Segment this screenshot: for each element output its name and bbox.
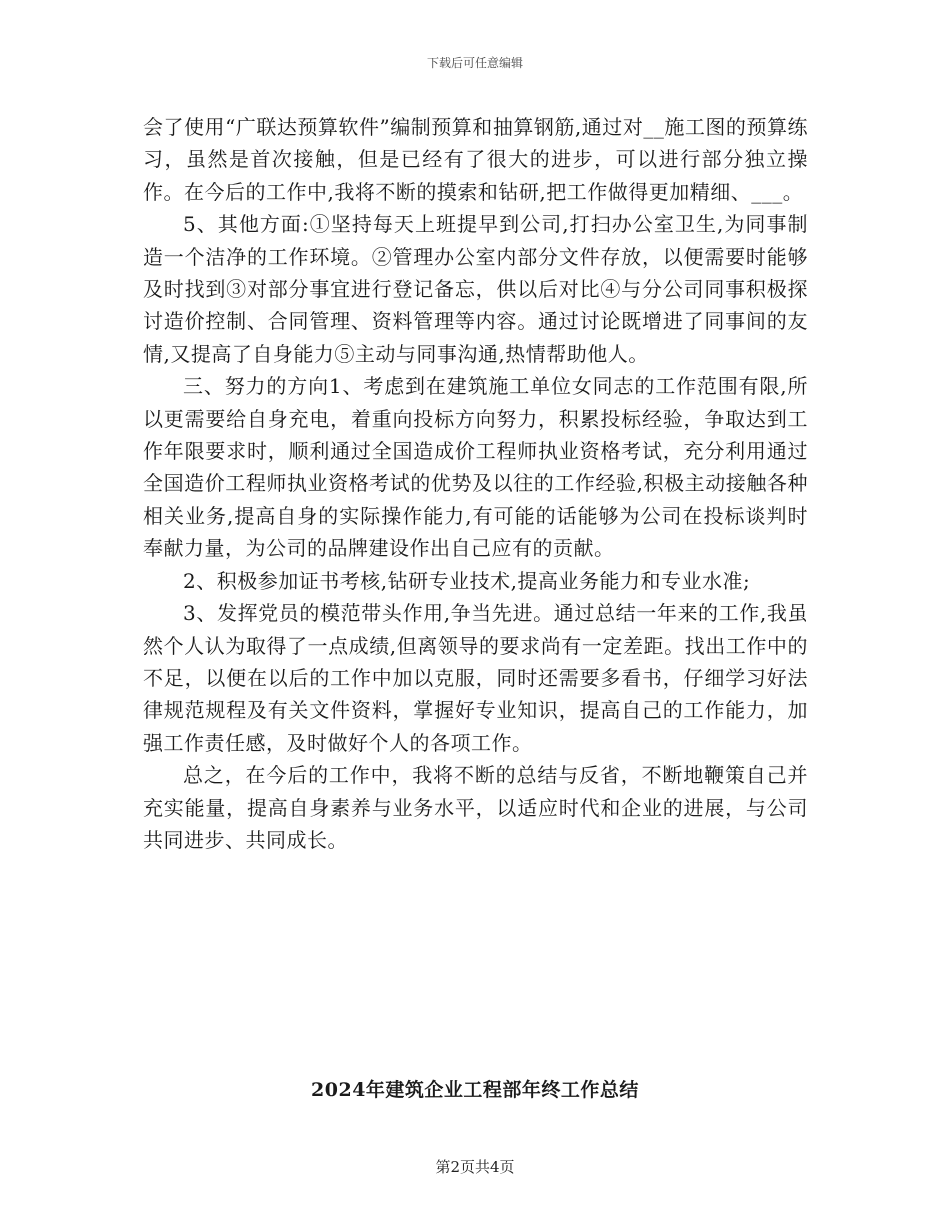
body-text (143, 111, 808, 856)
paragraph-direction-of-effort: 三、努力的方向1、考虑到在建筑施工单位女同志的工作范围有限,所以更需要给自身充电，着重向投标方向努力，积累投标经验，争取达到工作年限要求时，顺利通过全国造成价工程师执业资格考试，充分利用通过全国造价工程师执业资格考试的优势及以往的工作经验,积极主动接触各种相关业务,提高自身的实际操作能力,有可能的话能够为公司在投标谈判时奉献力量，为公司的品牌建设作出自己应有的贡献。 (143, 374, 808, 561)
paragraph-conclusion: 总之，在今后的工作中，我将不断的总结与反省，不断地鞭策自己并充实能量，提高自身素养与业务水平，以适应时代和企业的进展，与公司共同进步、共同成长。 (143, 763, 808, 852)
paragraph-continuation: 会了使用“广联达预算软件”编制预算和抽算钢筋,通过对__施工图的预算练习，虽然是首次接触，但是已经有了很大的进步，可以进行部分独立操作。在今后的工作中,我将不断的摸索和钻研,把工作做得更加精细、___。 (143, 115, 808, 204)
header-note: 下载后可任意编辑 (426, 56, 523, 70)
paragraph-other-aspects: 5、其他方面:①坚持每天上班提早到公司,打扫办公室卫生,为同事制造一个洁净的工作环境。②管理办公室内部分文件存放，以便需要时能够及时找到③对部分事宜进行登记备忘，供以后对比④与分公司同事积极探讨造价控制、合同管理、资料管理等内容。通过讨论既增进了同事间的友情,又提高了自身能力⑤主动与同事沟通,热情帮助他人。 (143, 212, 808, 366)
document-title: 2024年建筑企业工程部年终工作总结 (311, 1079, 639, 1101)
paragraph-party-member: 3、发挥党员的模范带头作用,争当先进。通过总结一年来的工作,我虽然个人认为取得了一点成绩,但离领导的要求尚有一定差距。找出工作中的不足，以便在以后的工作中加以克服，同时还需要多看书，仔细学习好法律规范规程及有关文件资料，掌握好专业知识，提高自己的工作能力，加强工作责任感，及时做好个人的各项工作。 (143, 601, 808, 755)
page-number: 第2页共4页 (435, 1158, 515, 1176)
paragraph-certificates: 2、积极参加证书考核,钻研专业技术,提高业务能力和专业水准; (183, 568, 751, 593)
